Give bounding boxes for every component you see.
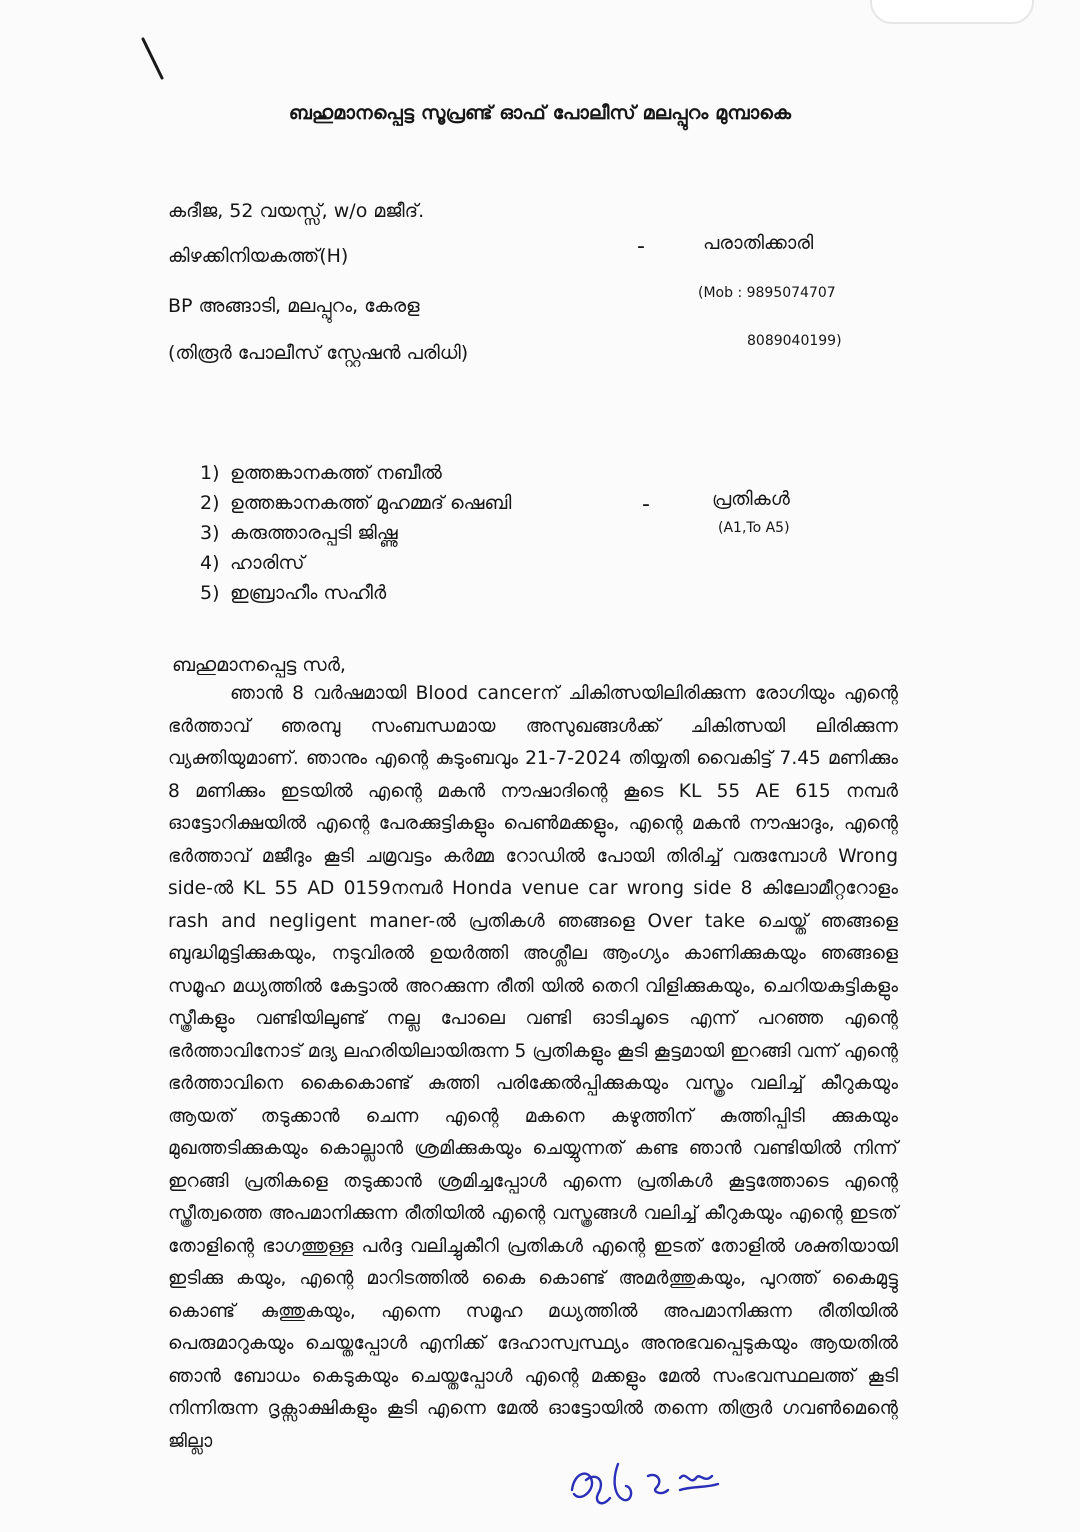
- letter-heading: ബഹുമാനപ്പെട്ട സൂപ്രണ്ട് ഓഫ് പോലീസ് മലപ്പുറം മുമ്പാകെ: [288, 102, 792, 124]
- pen-stroke-mark: [140, 36, 166, 82]
- salutation: ബഹുമാനപ്പെട്ട സർ,: [172, 654, 346, 676]
- accused-dash: -: [642, 492, 650, 517]
- complainant-dash: -: [637, 234, 645, 259]
- complaint-body: ഞാൻ 8 വർഷമായി Blood cancerന് ചികിത്സയിലിരിക്കുന്ന രോഗിയും എന്റെ ഭർത്താവ് ഞരമ്പു സംബന്ധമായ അസുഖങ്ങൾക്ക് ചികിത്സയി ലിരിക്കുന്ന വ്യക്തിയുമാണ്. ഞാനും എന്റെ കുടുംബവും 21-7-2024 തിയ്യതി വൈകിട്ട് 7.45 മണിക്കും 8 മണിക്കും ഇടയിൽ എന്റെ മകൻ നൗഷാദിന്റെ കൂടെ KL 55 AE 615 നമ്പർ ഓട്ടോറിക്ഷയിൽ എന്റെ പേരക്കുട്ടികളും പെൺമക്കളും, എന്റെ മകൻ നൗഷാദും, എന്റെ ഭർത്താവ് മജീദും കൂടി ചമ്രവട്ടം കർമ്മ റോഡിൽ പോയി തിരിച്ച് വരുമ്പോൾ Wrong side-ൽ KL 55 AD 0159നമ്പർ Honda venue car wrong side 8 കിലോമീറ്ററോളം rash and negligent maner-ൽ പ്രതികൾ ഞങ്ങളെ Over take ചെയ്ത് ഞങ്ങളെ ബുദ്ധിമുട്ടിക്കുകയും, നടുവിരൽ ഉയർത്തി അശ്ലീല ആംഗ്യം കാണിക്കുകയും ഞങ്ങളെ സമൂഹ മധ്യത്തിൽ കേട്ടാൽ അറക്കുന്ന രീതി യിൽ തെറി വിളിക്കുകയും, ചെറിയകുട്ടികളും സ്ത്രീകളും വണ്ടിയിലുണ്ട് നല്ല പോലെ വണ്ടി ഓടിചൂടെ എന്ന് പറഞ്ഞ എന്റെ ഭർത്താവിനോട് മദ്യ ലഹരിയിലായിരുന്ന 5 പ്രതികളും കൂടി കൂട്ടമായി ഇറങ്ങി വന്ന് എന്റെ ഭർത്താവിനെ കൈകൊണ്ട് കുത്തി പരിക്കേൽപ്പിക്കുകയും വസ്ത്രം വലിച്ച് കീറുകയും ആയത് തടുക്കാൻ ചെന്ന എന്റെ മകനെ കഴുത്തിന് കുത്തിപ്പിടി ക്കുകയും മുഖത്തടിക്കുകയും കൊല്ലാൻ ശ്രമിക്കുകയും ചെയ്യുന്നത് കണ്ട ഞാൻ വണ്ടിയിൽ നിന്ന് ഇറങ്ങി പ്രതികളെ തടുക്കാൻ ശ്രമിച്ചപ്പോൾ എന്നെ പ്രതികൾ കൂട്ടത്തോടെ എന്റെ സ്ത്രീത്വത്തെ അപമാനിക്കുന്ന രീതിയിൽ എന്റെ വസ്ത്രങ്ങൾ വലിച്ച് കീറുകയും എന്റെ ഇടത് തോളിന്റെ ഭാഗത്തുള്ള പർദ്ദ വലിച്ചുകീറി പ്രതികൾ എന്റെ ഇടത് തോളിൽ ശക്തിയായി ഇടിക്കു കയും, എന്റെ മാറിടത്തിൽ കൈ കൊണ്ട് അമർത്തുകയും, പുറത്ത് കൈമുട്ടു കൊണ്ട് കുത്തുകയും, എന്നെ സമൂഹ മധ്യത്തിൽ അപമാനിക്കുന്ന രീതിയിൽ പെരുമാറുകയും ചെയ്തപ്പോൾ എനിക്ക് ദേഹാസ്വസ്ഥ്യം അനുഭവപ്പെടുകയും ആയതിൽ ഞാൻ ബോധം കെടുകയും ചെയ്തപ്പോൾ എന്റെ മക്കളും മേൽ സംഭവസ്ഥലത്ത് കൂടി നിന്നിരുന്ന ദൃക്സാക്ഷികളും കൂടി എന്നെ മേൽ ഓട്ടോയിൽ തന്നെ തിരൂർ ഗവൺമെന്റെ ജില്ലാ: [168, 683, 898, 1452]
- accused-range-label: (A1,To A5): [718, 520, 790, 536]
- complainant-name-line: കദീജ, 52 വയസ്സ്, w/o മജീദ്.: [168, 200, 425, 222]
- complainant-jurisdiction-line: (തിരൂർ പോലീസ് സ്റ്റേഷൻ പരിധി): [168, 342, 469, 364]
- handwritten-signature: [562, 1450, 732, 1520]
- complainant-mobile-1: (Mob : 9895074707: [698, 285, 836, 301]
- accused-list: [200, 462, 511, 612]
- page-corner-fold: [870, 0, 1034, 24]
- accused-item: 2) ഉത്തങ്കാനകത്ത് മുഹമ്മദ് ഷെബി: [200, 492, 512, 514]
- accused-role-label: പ്രതികൾ: [712, 488, 790, 510]
- accused-item: 3) കരുത്താരപ്പടി ജിഷ്ണു: [200, 522, 398, 544]
- complainant-role-label: പരാതിക്കാരി: [703, 232, 814, 254]
- accused-item: 1) ഉത്തങ്കാനകത്ത് നബീൽ: [200, 462, 442, 484]
- accused-item: 5) ഇബ്രാഹീം സഹീർ: [200, 582, 387, 604]
- complainant-mobile-2: 8089040199): [747, 333, 842, 349]
- accused-item: 4) ഹാരിസ്: [200, 552, 305, 574]
- complainant-address-line: BP അങ്ങാടി, മലപ്പുറം, കേരള: [168, 295, 420, 317]
- complainant-house-line: കിഴക്കിനിയകത്ത്(H): [168, 245, 349, 267]
